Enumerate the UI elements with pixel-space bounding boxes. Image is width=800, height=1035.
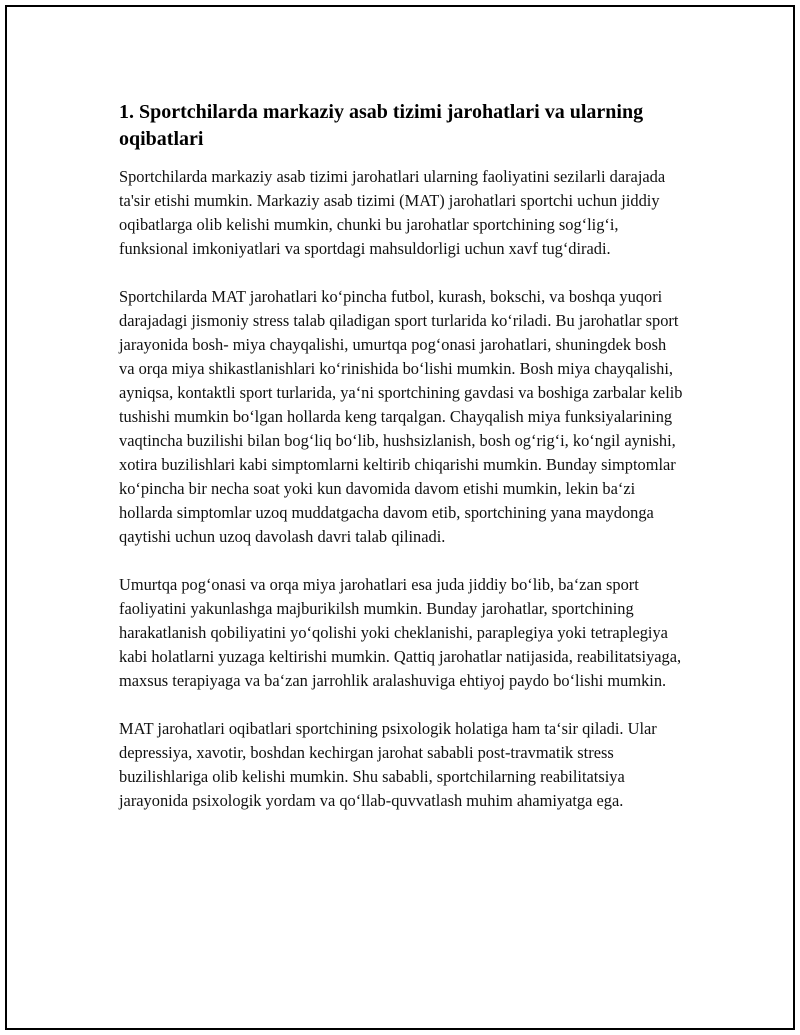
- section-heading: 1. Sportchilarda markaziy asab tizimi jarohatlari va ularning oqibatlari: [119, 101, 644, 150]
- paragraph-types: Sportchilarda MAT jarohatlari ko‘pincha futbol, kurash, bokschi, va boshqa yuqori darajadagi jismoniy stress talab qiladigan sport turlarida ko‘riladi. Bu jarohatlar sport jarayonida bosh- miya chayqalishi, umurtqa pog‘onasi jarohatlari, shuningdek bosh va orqa miya shikastlanishlari ko‘rinishida bo‘lishi mumkin. Bosh miya chayqalishi, ayniqsa, kontaktli sport turlarida, ya‘ni sportchining gavdasi va boshiga zarbalar kelib tushishi mumkin bo‘lgan hollarda keng tarqalgan. Chayqalish miya funksiyalarining vaqtincha buzilishi bilan bog‘liq bo‘lib, hushsizlanish, bosh og‘rig‘i, ko‘ngil aynishi, xotira buzilishlari kabi simptomlarni keltirib chiqarishi mumkin. Bunday simptomlar ko‘pincha bir necha soat yoki kun davomida davom etishi mumkin, lekin ba‘zi hollarda simptomlar uzoq muddatgacha davom etib, sportchining yana maydonga qaytishi uchun uzoq davolash davri talab qilinadi.: [119, 287, 683, 546]
- document-body: [119, 99, 685, 837]
- paragraph-spine: Umurtqa pog‘onasi va orqa miya jarohatlari esa juda jiddiy bo‘lib, ba‘zan sport faoliyatini yakunlashga majburikilsh mumkin. Bunday jarohatlar, sportchining harakatlanish qobiliyatini yo‘qolishi yoki cheklanishi, paraplegiya yoki tetraplegiya kabi holatlarni yuzaga keltirishi mumkin. Qattiq jarohatlar natijasida, reabilitatsiyaga, maxsus terapiyaga va ba‘zan jarrohlik aralashuviga ehtiyoj paydo bo‘lishi mumkin.: [119, 575, 682, 690]
- page-frame: [5, 5, 795, 1030]
- paragraph-psychology: MAT jarohatlari oqibatlari sportchining psixologik holatiga ham ta‘sir qiladi. Ular depressiya, xavotir, boshdan kechirgan jarohat sababli post-travmatik stress buzilishlariga olib kelishi mumkin. Shu sababli, sportchilarning reabilitatsiya jarayonida psixologik yordam va qo‘llab-quvvatlash muhim ahamiyatga ega.: [119, 719, 657, 810]
- paragraph-intro: Sportchilarda markaziy asab tizimi jarohatlari ularning faoliyatini sezilarli darajada ta'sir etishi mumkin. Markaziy asab tizimi (MAT) jarohatlari sportchi uchun jiddiy oqibatlarga olib kelishi mumkin, chunki bu jarohatlar sportchining sog‘lig‘i, funksional imkoniyatlari va sportdagi mahsuldorligi uchun xavf tug‘diradi.: [119, 167, 666, 258]
